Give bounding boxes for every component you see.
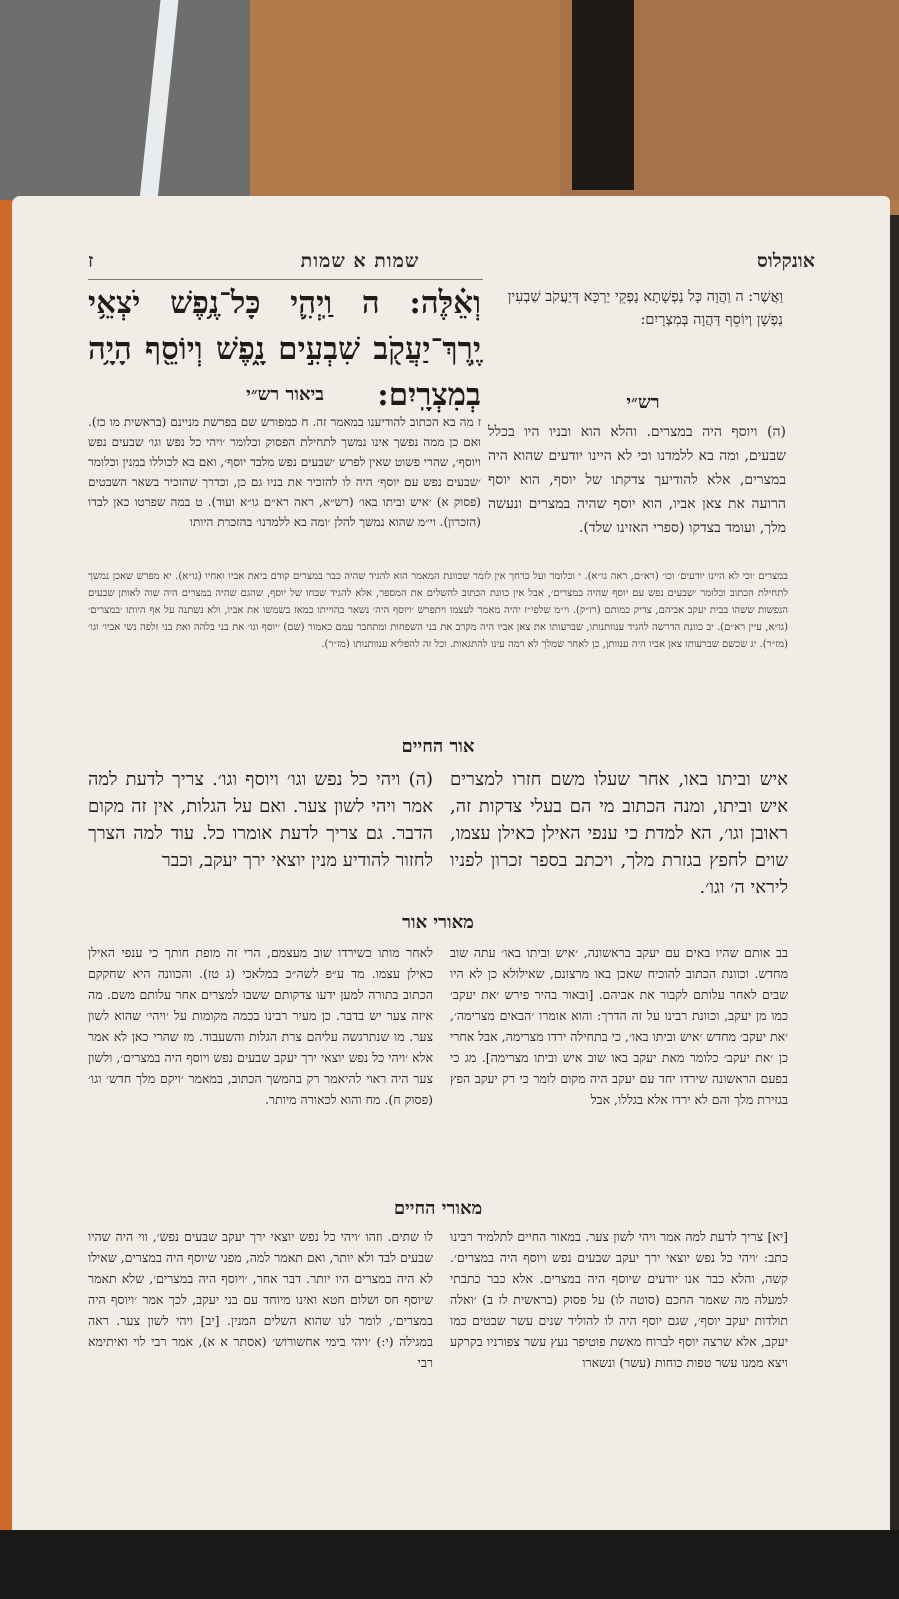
onkelos-translation: וַאֲשֶׁר: ה וַהֲוָה כָּל נַפְשָׁתָא נָפְקֵי יַרְכָּא דְּיַעֲקֹב שַׁבְעִין נַפְשָׁן וְיוֹסֵף דַּהֲוָה בְּמִצְרָיִם: <box>507 289 783 328</box>
meorei-hachaim-right: [יא] צריך לדעת למה אמר ויהי לשון צער. במאור החיים לתלמיד רבינו כתב: ׳ויהי כל נפש יוצאי ירך יעקב שבעים נפש ויוסף היה במצרים׳. קשה, והלא כבר אנו יודעים שיוסף היה במצרים. אלא כבר כתבתי למעלה מה שאמר החכם (סוטה לו) על פסוק (בראשית לז ב) ׳ואלה תולדות יעקב יוסף׳, שגם יוסף היה לו להוליד שנים עשר שבטים כמו יעקב, אלא שרצה יוסף לברוח מאשת פוטיפר נעץ עשר צפורניו בקרקע ויצא ממנו עשר טפות כוחות (עשר) ונשארו <box>450 1229 788 1370</box>
or-hachaim-heading: אור החיים <box>401 736 475 757</box>
footnotes-block: במצרים ׳וכי לא היינו יודעים׳ וכו׳ (רא״ם, ראה גו״א). י וכלומר ועל כרחך אין לומר שכוונת המאמר הוא להגיד שהיה כבר במצרים קודם ביאת אביו ואחיו (גו״א). יא מפרש שאכן נמשך לתחילת הכתוב וכלומר ׳שבעים נפש עם יוסף שהיה במצרים׳, אבל אין כוונת הכתוב להשלים את המספר, אלא להגיד שבחו של יוסף, שהגם שהיה במצרים היה שוה לאותן שבעים הנפשות ששהו בבית יעקב אביהם, צדיק כמותם (רז״ק). וי״מ שלפי״ז יהיה מאמר לעצמו ויתפרש ׳ויוסף היה׳ נשאר בהוייתו כמאז בשמשו את אביו, ולא נשתנה על אף היותו ׳במצרים׳ (גו״א, עיין רא״ם). יב כוונת הדרשה להגיד ענוותנותו, שברעותו את צאן אביו היה מקרב את בני השפחות ומתחבר עמם כאמור (שם) ׳יוסף וגו׳ את בני בלהה ואת בני זלפה נשי אביו׳ וגו׳ (מז״ר). יג שכשם שברעותו צאן אביו היה ענוותן, כן לאחר שמלך לא רמה עינו להתגאות. וכל זה להפליא ענוותנותו (מז״ר). <box>88 571 788 650</box>
meorei-hachaim-heading: מאורי החיים <box>393 1198 483 1219</box>
meorei-hachaim-left: לו שתים. וזהו ׳ויהי כל נפש יוצאי ירך יעקב שבעים נפש׳, ווי היה שהיו שבעים לבד ולא יותר, ואם תאמר למה, מפני שיוסף היה במצרים, שאילו לא היה במצרים היו יותר. דבר אחר, ׳ויוסף היה במצרים׳, שלא תאמר שיוסף חס ושלום חטא ואינו מיוחד עם בני יעקב, לכך אמר ׳ויוסף היה במצרים׳, לומר לנו שהוא השלים המנין. [יב] ויהי לשון צער. ראה במגילה (י:) ׳ויהי בימי אחשורוש׳ (אסתר א א), אמר רבי לוי ואיתימא רבי <box>88 1229 433 1370</box>
meorei-or-heading: מאורי אור <box>402 912 474 933</box>
torah-verse: וְאֵ֗לֶּה: ה וַֽיְהִ֛י כָּל־נֶ֥פֶשׁ יֹצְאֵ֥י יֶֽרֶךְ־יַעֲקֹ֖ב שִׁבְעִ֣ים נָ֑פֶשׁ וְיוֹסֵ֖ף הָיָ֥ה בְמִצְרָֽיִם: <box>88 285 481 413</box>
biur-rashi-heading: ביאור רש״י <box>246 384 324 405</box>
biur-rashi-text: ז מה בא הכתוב להודיענו במאמר זה. ח כמפורש שם בפרשת מניינם (בראשית מו כז). ואם כן ממה נפשך אינו נמשך לתחילת הפסוק וכלומר ׳ויהי כל נפש וגו׳ שבעים נפש ויוסף׳, שהרי פשוט שאין לפרש ׳שבעים נפש מלבד יוסף׳, ואם בא לכוללו במנין וכלומר ׳שבעים נפש עם יוסף׳ היה לו להזכיר את בניו גם כן, וכדרך שהזכיר בשאר השבטים (פסוק א) ׳איש וביתו באו׳ (רש״א, ראה רא״ם גו״א ועוד). ט במה שפרטו כאן לבדו (הזכרון). וי״מ שהוא נמשך להלן ׳ומה בא ללמדנו׳ בהזכרת היותו <box>88 415 481 529</box>
onkelos-header: אונקלוס <box>757 250 815 272</box>
rashi-heading: רש״י <box>626 392 660 413</box>
background-dark-slot <box>572 0 634 190</box>
or-hachaim-right: איש וביתו באו, אחר שעלו משם חזרו למצרים איש וביתו, ומנה הכתוב מי הם בעלי צדקות זה, ראובן וגו׳, הא למדת כי ענפי האילן כאילן עצמו, שוים לחפץ בגזרת מלך, ויכתב בספר זכרון לפניו ליראי ה׳ וגו׳. <box>450 769 788 898</box>
background-wall <box>0 0 250 220</box>
or-hachaim-left: (ה) ויהי כל נפש וגו׳ ויוסף וגו׳. צריך לדעת למה אמר ויהי לשון צער. ואם על הגלות, אין זה מקום הדבר. גם צריך לדעת אומרו כל. עוד למה הצרך לחזור להודיע מנין יוצאי ירך יעקב, וכבר <box>88 769 433 871</box>
meorei-or-right: בב אותם שהיו באים עם יעקב בראשונה, ׳איש וביתו באו׳ עתה שוב מחדש. וכוונת הכתוב להוכיח שאכן באו מרצונם, שאילולא כן לא היו שבים לאחר עלותם לקבור את אביהם. [ובאור בהיר פירש ׳את יעקב׳ כמו מן יעקב, וכוונת רבינו על זה הדרך: והוא אומרו ׳הבאים מצרימה׳, ׳את יעקב׳ מחדש ׳איש וביתו באו׳, כי בתחילה ירדו מצרימה, אבל אחרי כן ׳את יעקב׳ כלומר מאת יעקב באו שוב איש וביתו מצרימה]. מג כי בפעם הראשונה שירדו יחד עם יעקב היה מקום לומר כי רק יעקב הפץ בגזירת מלך והם לא ירדו אלא בגללו, אבל <box>450 945 788 1107</box>
page-title: שמות א שמות <box>300 250 420 272</box>
background-floor <box>0 1530 899 1599</box>
meorei-or-left: לאחר מותו כשירדו שוב מעצמם, הרי זה מופת חותך כי ענפי האילן כאילן עצמו. מד ע״פ לשה״כ במלאכי (ג טז). והכוונה היא שחקקם הכתוב בתורה למען ידעו צדקותם ששבו למצרים אחר עלותם משם. מה איזה צער יש בדבר. כן מעיר רבינו בכמה מקומות על ׳ויהי׳ שהוא לשון צער. מו שנתרגשה עליהם צרת הגלות והשעבוד. מז שהרי כאן לא אמר אלא ׳ויהי כל נפש יוצאי ירך יעקב שבעים נפש ויוסף היה במצרים׳, ולשון צער היה ראוי להיאמר רק בהמשך הכתוב, במאמר ׳ויקם מלך חדש׳ וגו׳ (פסוק ח). מח והוא לכאורה מיותר. <box>88 945 433 1107</box>
rashi-text: (ה) ויוסף היה במצרים. והלא הוא ובניו היו בכלל שבעים, ומה בא ללמדנו וכי לא היינו יודעים שהוא היה במצרים, אלא להודיעך צדקתו של יוסף, הוא יוסף הרועה את צאן אביו, הוא יוסף שהיה במצרים ונעשה מלך, ועומד בצדקו (ספרי האזינו שלד). <box>488 424 786 536</box>
page-number: ז <box>88 250 94 272</box>
